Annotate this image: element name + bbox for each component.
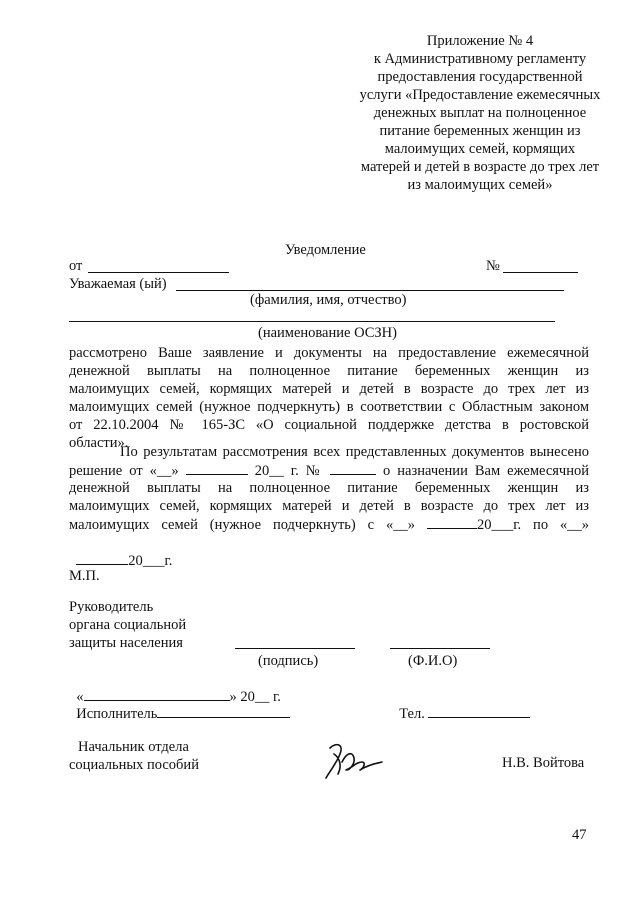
number-label: № — [486, 258, 500, 274]
date-close: » 20__ г. — [229, 689, 281, 705]
phone-label: Тел. — [399, 706, 425, 722]
annex-line: к Административному регламенту — [373, 51, 587, 67]
end-date-blank — [76, 551, 128, 565]
executor-line — [69, 686, 290, 723]
handwritten-signature — [322, 740, 390, 782]
chief-name: Н.В. Войтова — [502, 755, 585, 771]
annex-line: матерей и детей в возрасте до трех лет — [360, 159, 600, 175]
chief-title-line: Начальник отдела — [78, 739, 189, 755]
chief-title-line: социальных пособий — [69, 757, 199, 773]
para2-text: малоимущих семей (нужное подчеркнуть) с «__» — [69, 517, 427, 533]
annex-line: денежных выплат на полноценное — [373, 105, 587, 121]
para1-line: малоимущих семей (нужное подчеркнуть) в соответствии с Областным законом — [69, 399, 589, 415]
decision-date-blank — [186, 461, 248, 475]
head-title-line: органа социальной — [69, 617, 187, 633]
page-number: 47 — [572, 827, 587, 843]
annex-line: малоимущих семей, кормящих — [384, 141, 576, 157]
executor-label: Исполнитель — [76, 706, 158, 722]
date-open: « — [76, 689, 84, 705]
annex-line: питание беременных женщин из — [379, 123, 581, 139]
annex-line: Приложение № 4 — [426, 33, 534, 49]
oszn-blank-line — [69, 321, 555, 322]
oszn-caption: (наименование ОСЗН) — [258, 325, 397, 341]
para1-line: рассмотрено Ваше заявление и документы на предоставление ежемесячной — [69, 345, 589, 361]
from-blank-line — [88, 272, 229, 273]
annex-header — [330, 32, 630, 194]
annex-line: из малоимущих семей» — [407, 177, 553, 193]
head-title-line: защиты населения — [69, 635, 183, 651]
para2-text: 20__ г. № — [247, 463, 330, 479]
para2-line: По результатам рассмотрения всех представленных документов вынесено — [120, 444, 589, 460]
annex-line: услуги «Предоставление ежемесячных — [359, 87, 601, 103]
para2-text: 20___г. — [128, 553, 173, 569]
phone-line — [392, 686, 530, 723]
para1-line: малоимущих семей, кормящих матерей и детей в возрасте до трех лет из — [69, 381, 589, 397]
annex-line: предоставления государственной — [377, 69, 583, 85]
para2-text: 20___г. по «__» — [476, 517, 589, 533]
phone-blank — [428, 704, 530, 718]
para2-text: решение от «__» — [69, 463, 186, 479]
para2-line: малоимущих семей, кормящих матерей и детей в возрасте до трех лет из — [69, 498, 589, 514]
dear-label: Уважаемая (ый) — [69, 276, 167, 292]
executor-blank — [157, 704, 290, 718]
signature-caption: (подпись) — [258, 653, 319, 669]
decision-number-blank — [330, 461, 376, 475]
from-label: от — [69, 258, 83, 274]
number-blank-line — [503, 272, 578, 273]
para1-line: от 22.10.2004 № 165-ЗС «О социальной поддержке детства в ростовской — [69, 417, 589, 433]
fio-short-caption: (Ф.И.О) — [408, 653, 458, 669]
signature-blank-line — [235, 648, 355, 649]
para2-line — [69, 515, 589, 534]
para2-line — [69, 533, 172, 570]
para2-line — [69, 461, 589, 480]
head-title-line: Руководитель — [69, 599, 154, 615]
notice-title: Уведомление — [285, 242, 366, 258]
fio-caption: (фамилия, имя, отчество) — [250, 292, 407, 308]
fio-blank-line — [390, 648, 490, 649]
start-date-blank — [427, 515, 477, 529]
para1-line: денежной выплаты на полноценное питание беременных женщин из — [69, 363, 589, 379]
para2-text: о назначении Вам ежемесячной — [375, 463, 589, 479]
para1-line: области». — [69, 435, 129, 451]
seal-label: М.П. — [69, 568, 100, 584]
para2-line: денежной выплаты на полноценное питание беременных женщин из — [69, 480, 589, 496]
